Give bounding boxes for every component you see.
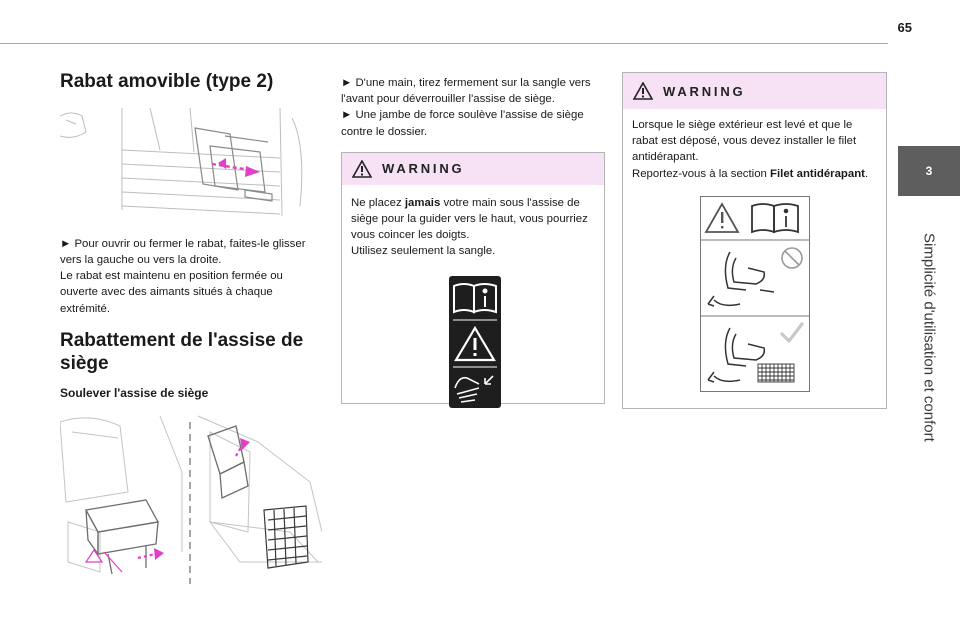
warning-box-fingers (341, 152, 605, 404)
column-right (622, 72, 887, 409)
chapter-tab[interactable]: 3 (898, 146, 960, 196)
chapter-title-text: Simplicité d'utilisation et confort (920, 232, 938, 442)
flap-magnet-note: Le rabat est maintenu en position fermée ou ouverte avec des aimants situés à chaque extrémité. (60, 270, 283, 315)
warning-triangle-icon (352, 160, 372, 178)
warning-text-reference (632, 166, 877, 182)
warning-text-hand-b: jamais (404, 196, 441, 209)
warning-text-hand (351, 195, 595, 244)
warning-header (623, 73, 886, 109)
flap-illustration (60, 106, 322, 218)
warning-body (342, 185, 604, 268)
step-strut-lifts: ► Une jambe de force soulève l'assise de siège contre le dossier. (341, 109, 584, 138)
column-left (60, 70, 322, 584)
chapter-title (898, 212, 960, 462)
warning-pictograms (449, 276, 501, 413)
step-pull-strap: ► D'une main, tirez fermement sur la sangle vers l'avant pour déverrouiller l'assise de siège. (341, 77, 591, 106)
warning-text-reference-a: Reportez-vous à la section (632, 167, 771, 180)
section-title-seat-folding: Rabattement de l'assise de siège (60, 329, 304, 375)
warning-text-reference-c: . (864, 167, 869, 180)
column-middle (341, 75, 605, 404)
section-title-removable-flap: Rabat amovible (type 2) (60, 71, 274, 92)
warning-title: WARNING (382, 161, 465, 177)
seat-lift-illustration (60, 412, 322, 584)
flap-instruction: ► Pour ouvrir ou fermer le rabat, faites-le glisser vers la gauche ou vers la droite. (60, 237, 306, 266)
subheading-lift-seat: Soulever l'assise de siège (60, 386, 209, 401)
net-pictograms (700, 196, 810, 397)
warning-box-net (622, 72, 887, 409)
warning-text-strap: Utilisez seulement la sangle. (351, 245, 496, 258)
header-rule (0, 43, 888, 44)
warning-header (342, 153, 604, 185)
warning-text-reference-b: Filet antidérapant (770, 167, 865, 180)
warning-body (623, 109, 886, 190)
warning-text-hand-a: Ne placez (351, 196, 405, 209)
warning-title: WARNING (663, 83, 746, 99)
warning-triangle-icon (633, 82, 653, 100)
page-number: 65 (897, 20, 912, 35)
warning-text-hand-c: votre main sous l'assise de siège pour la guider vers le haut, vous pourriez vous coincer les doigts. (351, 196, 588, 242)
warning-text-net: Lorsque le siège extérieur est levé et que le rabat est déposé, vous devez installer le filet antidérapant. (632, 119, 857, 164)
